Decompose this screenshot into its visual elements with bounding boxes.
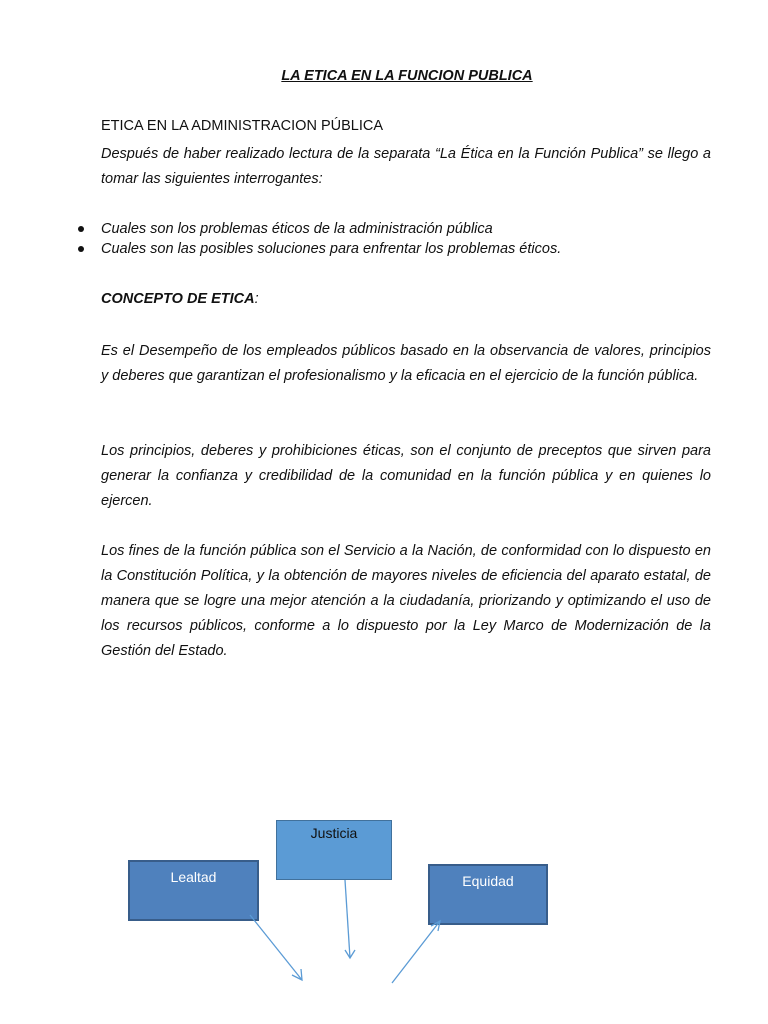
document-title: LA ETICA EN LA FUNCION PUBLICA: [281, 68, 533, 84]
paragraph-definition: Es el Desempeño de los empleados públicos basado en la observancia de valores, principios y deberes que garantizan el profesionalismo y la eficacia en el ejercicio de la función pública.: [101, 343, 711, 384]
paragraph-principles: Los principios, deberes y prohibiciones éticas, son el conjunto de preceptos que sirven para generar la confianza y credibilidad de la comunidad en la función pública y en quienes lo ejercen.: [101, 443, 711, 509]
concept-heading-text: CONCEPTO DE ETICA: [101, 291, 255, 307]
concept-heading-colon: :: [254, 291, 259, 307]
bullet-icon: [78, 226, 84, 232]
bullet-icon: [78, 246, 84, 252]
arrow-lealtad: [250, 915, 302, 980]
list-item-text: Cuales son las posibles soluciones para enfrentar los problemas éticos.: [101, 241, 562, 257]
intro-paragraph: Después de haber realizado lectura de la separata “La Ética en la Función Publica” se llego a tomar las siguientes interrogantes:: [101, 146, 711, 187]
arrow-equidad: [392, 921, 440, 983]
section-subtitle: ETICA EN LA ADMINISTRACION PÚBLICA: [101, 118, 384, 134]
justicia-box: Justicia: [276, 820, 392, 880]
paragraph-purposes: Los fines de la función pública son el Servicio a la Nación, de conformidad con lo dispuesto en la Constitución Política, y la obtención de mayores niveles de eficiencia del aparato estatal, de manera que se logre una mejor atención a la ciudadanía, priorizando y optimizando el uso de los recursos públicos, conforme a lo dispuesto por la Ley Marco de Modernización de la Gestión del Estado.: [101, 543, 711, 659]
lealtad-box: Lealtad: [128, 860, 259, 921]
list-item-text: Cuales son los problemas éticos de la administración pública: [101, 221, 493, 237]
arrow-justicia: [345, 880, 355, 958]
list-item: [76, 239, 561, 259]
equidad-box: Equidad: [428, 864, 548, 925]
list-item: [76, 219, 561, 239]
question-list: [76, 219, 561, 259]
concept-heading: [101, 291, 711, 307]
